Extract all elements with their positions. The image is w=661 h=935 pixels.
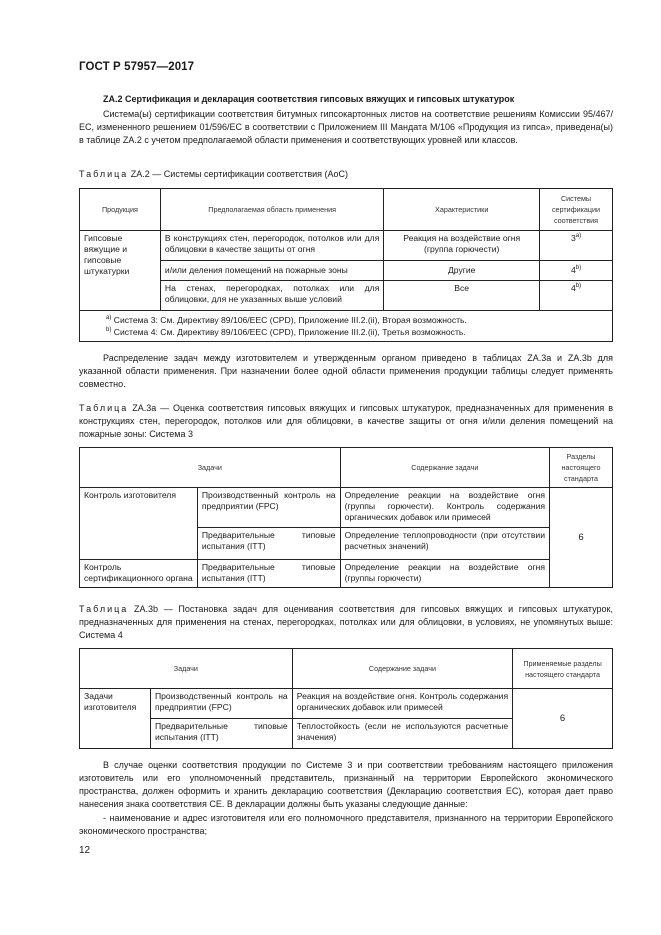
footnote-a — [106, 314, 608, 326]
section-cell: 6 — [513, 689, 613, 749]
table-caption-text: ZA.2 — Системы сертификации соответствия (АоС) — [128, 169, 349, 179]
characteristic-cell: Реакция на воздействие огня (группа горючести) — [384, 231, 540, 261]
footnote-text: Система 4: См. Директиву 89/106/ЕЕС (CPD), Приложение III.2.(ii), Третья возможность. — [111, 327, 466, 337]
table-row — [80, 689, 613, 719]
content-cell: Определение теплопроводности (при отсутствии расчетных значений) — [340, 528, 549, 560]
table-header-row — [80, 448, 613, 488]
paragraph-declaration: В случае оценки соответствия продукции по Системе 3 и при соответствии требованиям настоящего приложения изготовитель или его уполномоченный представитель, признанный на территории Европейского экономического пространства, должен оформить и хранить декларацию соответствия (Декларацию соответствия ЕС), которая дает право нанесения знака соответствия СЕ. В декларации должны быть указаны следующие данные: — [79, 760, 613, 809]
party-cell: Задачи изготовителя — [80, 689, 151, 749]
area-cell: и/или деления помещений на пожарные зоны — [160, 261, 383, 281]
table-za3a-caption — [79, 402, 613, 441]
table-caption-text: ZA.3b — Постановка задач для оценивания соответствия для гипсовых вяжущих и гипсовых штукатурок, предназначенных для применения на стенах, перегородках, потолках или для облицовки, в условиях, не упомянутых выше: Система 4 — [79, 604, 613, 640]
col-header-tasks: Задачи — [80, 649, 293, 689]
col-header-area: Предполагаемая область применения — [160, 189, 383, 231]
table-caption-text: ZA.3a — Оценка соответствия гипсовых вяжущих и гипсовых штукатурок, предназначенных для применения в конструкциях стен, перегородок, потолков или для облицовки, в качестве защиты от огня и/или деления помещений на пожарные зоны: Система 3 — [79, 403, 613, 439]
footnote-mark: b) — [106, 327, 112, 334]
product-cell: Гипсовые вяжущие и гипсовые штукатурки — [80, 231, 161, 311]
task-cell: Предварительные типовые испытания (ITT) — [197, 528, 340, 560]
table-label: Таблица — [79, 169, 129, 179]
footnote-b — [106, 326, 608, 338]
page-number: 12 — [79, 845, 91, 856]
col-header-content: Содержание задачи — [340, 448, 549, 488]
content-cell: Определение реакции на воздействие огня (группы горючести) — [340, 560, 549, 588]
table-row — [80, 261, 613, 281]
area-cell: На стенах, перегородках, потолках или для облицовки, для не указанных выше условий — [160, 281, 383, 311]
footnote-mark: a) — [106, 315, 112, 322]
col-header-sections: Разделы настоящего стандарта — [550, 448, 613, 488]
system-value: 3 — [570, 233, 576, 243]
col-header-product: Продукция — [80, 189, 161, 231]
system-value: 4 — [570, 283, 576, 293]
paragraph-distribution: Распределение задач между изготовителем и утвержденным органом приведено в таблицах ZA.3a и ZA.3b для указанной области применения. При назначении более одной области применения продукции таблицы следует применять совместно. — [79, 353, 613, 389]
table-za3b-caption — [79, 603, 613, 642]
section-title: ZA.2 Сертификация и декларация соответствия гипсовых вяжущих и гипсовых штукатурок — [103, 94, 515, 104]
col-header-system: Системы сертификации соответствия — [540, 189, 613, 231]
table-row — [80, 281, 613, 311]
col-header-tasks: Задачи — [80, 448, 341, 488]
footnote-mark: a) — [575, 233, 582, 240]
content-cell: Реакция на воздействие огня. Контроль содержания органических добавок или примесей — [292, 689, 512, 719]
party-cell: Контроль изготовителя — [80, 488, 198, 560]
footnote-text: Система 3: См. Директиву 89/106/ЕЕС (CPD), Приложение III.2.(ii), Вторая возможность. — [111, 315, 467, 325]
table-za3a — [79, 447, 613, 588]
system-cell — [540, 231, 613, 261]
content-cell: Теплостойкость (если не используются расчетные значения) — [292, 719, 512, 749]
system-cell — [540, 281, 613, 311]
paragraph-intro: Система(ы) сертификации соответствия битумных гипсокартонных листов на соответствие решениям Комиссии 95/467/ЕС, измененного решением 01/596/ЕС в соответствии с Приложением III Мандата М/106 «Продукция из гипса», приведена(ы) в таблице ZA.2 с учетом предполагаемой области применения и соответствующих уровней или классов. — [79, 109, 613, 145]
table-row — [80, 560, 613, 588]
col-header-characteristics: Характеристики — [384, 189, 540, 231]
characteristic-cell: Другие — [384, 261, 540, 281]
table-header-row — [80, 189, 613, 231]
table-za3b — [79, 648, 613, 749]
task-cell: Производственный контроль на предприятии (FPC) — [197, 488, 340, 528]
footnotes-cell — [80, 311, 613, 342]
system-value: 4 — [570, 265, 576, 275]
table-row — [80, 488, 613, 528]
footnotes-row — [80, 311, 613, 342]
task-cell: Производственный контроль на предприятии (FPC) — [150, 689, 292, 719]
table-label: Таблица — [79, 403, 129, 413]
footnote-mark: b) — [575, 283, 582, 290]
footnote-mark: b) — [575, 265, 582, 272]
task-cell: Предварительные типовые испытания (ITT) — [150, 719, 292, 749]
party-cell: Контроль сертификационного органа — [80, 560, 198, 588]
content-cell: Определение реакции на воздействие огня (группы горючести). Контроль содержания органических добавок или примесей — [340, 488, 549, 528]
table-row — [80, 231, 613, 261]
table-za2-caption — [79, 168, 613, 181]
area-cell: В конструкциях стен, перегородок, потолков или для облицовки в качестве защиты от огня — [160, 231, 383, 261]
table-header-row — [80, 649, 613, 689]
characteristic-cell: Все — [384, 281, 540, 311]
table-za2 — [79, 188, 613, 342]
table-label: Таблица — [79, 604, 129, 614]
system-cell — [540, 261, 613, 281]
section-cell: 6 — [550, 488, 613, 588]
col-header-content: Содержание задачи — [292, 649, 512, 689]
standard-header: ГОСТ Р 57957—2017 — [79, 61, 195, 73]
paragraph-list-item: - наименование и адрес изготовителя или его полномочного представителя, признанного на территории Европейского экономического пространства; — [79, 813, 613, 836]
task-cell: Предварительные типовые испытания (ITT) — [197, 560, 340, 588]
col-header-sections: Применяемые разделы настоящего стандарта — [513, 649, 613, 689]
